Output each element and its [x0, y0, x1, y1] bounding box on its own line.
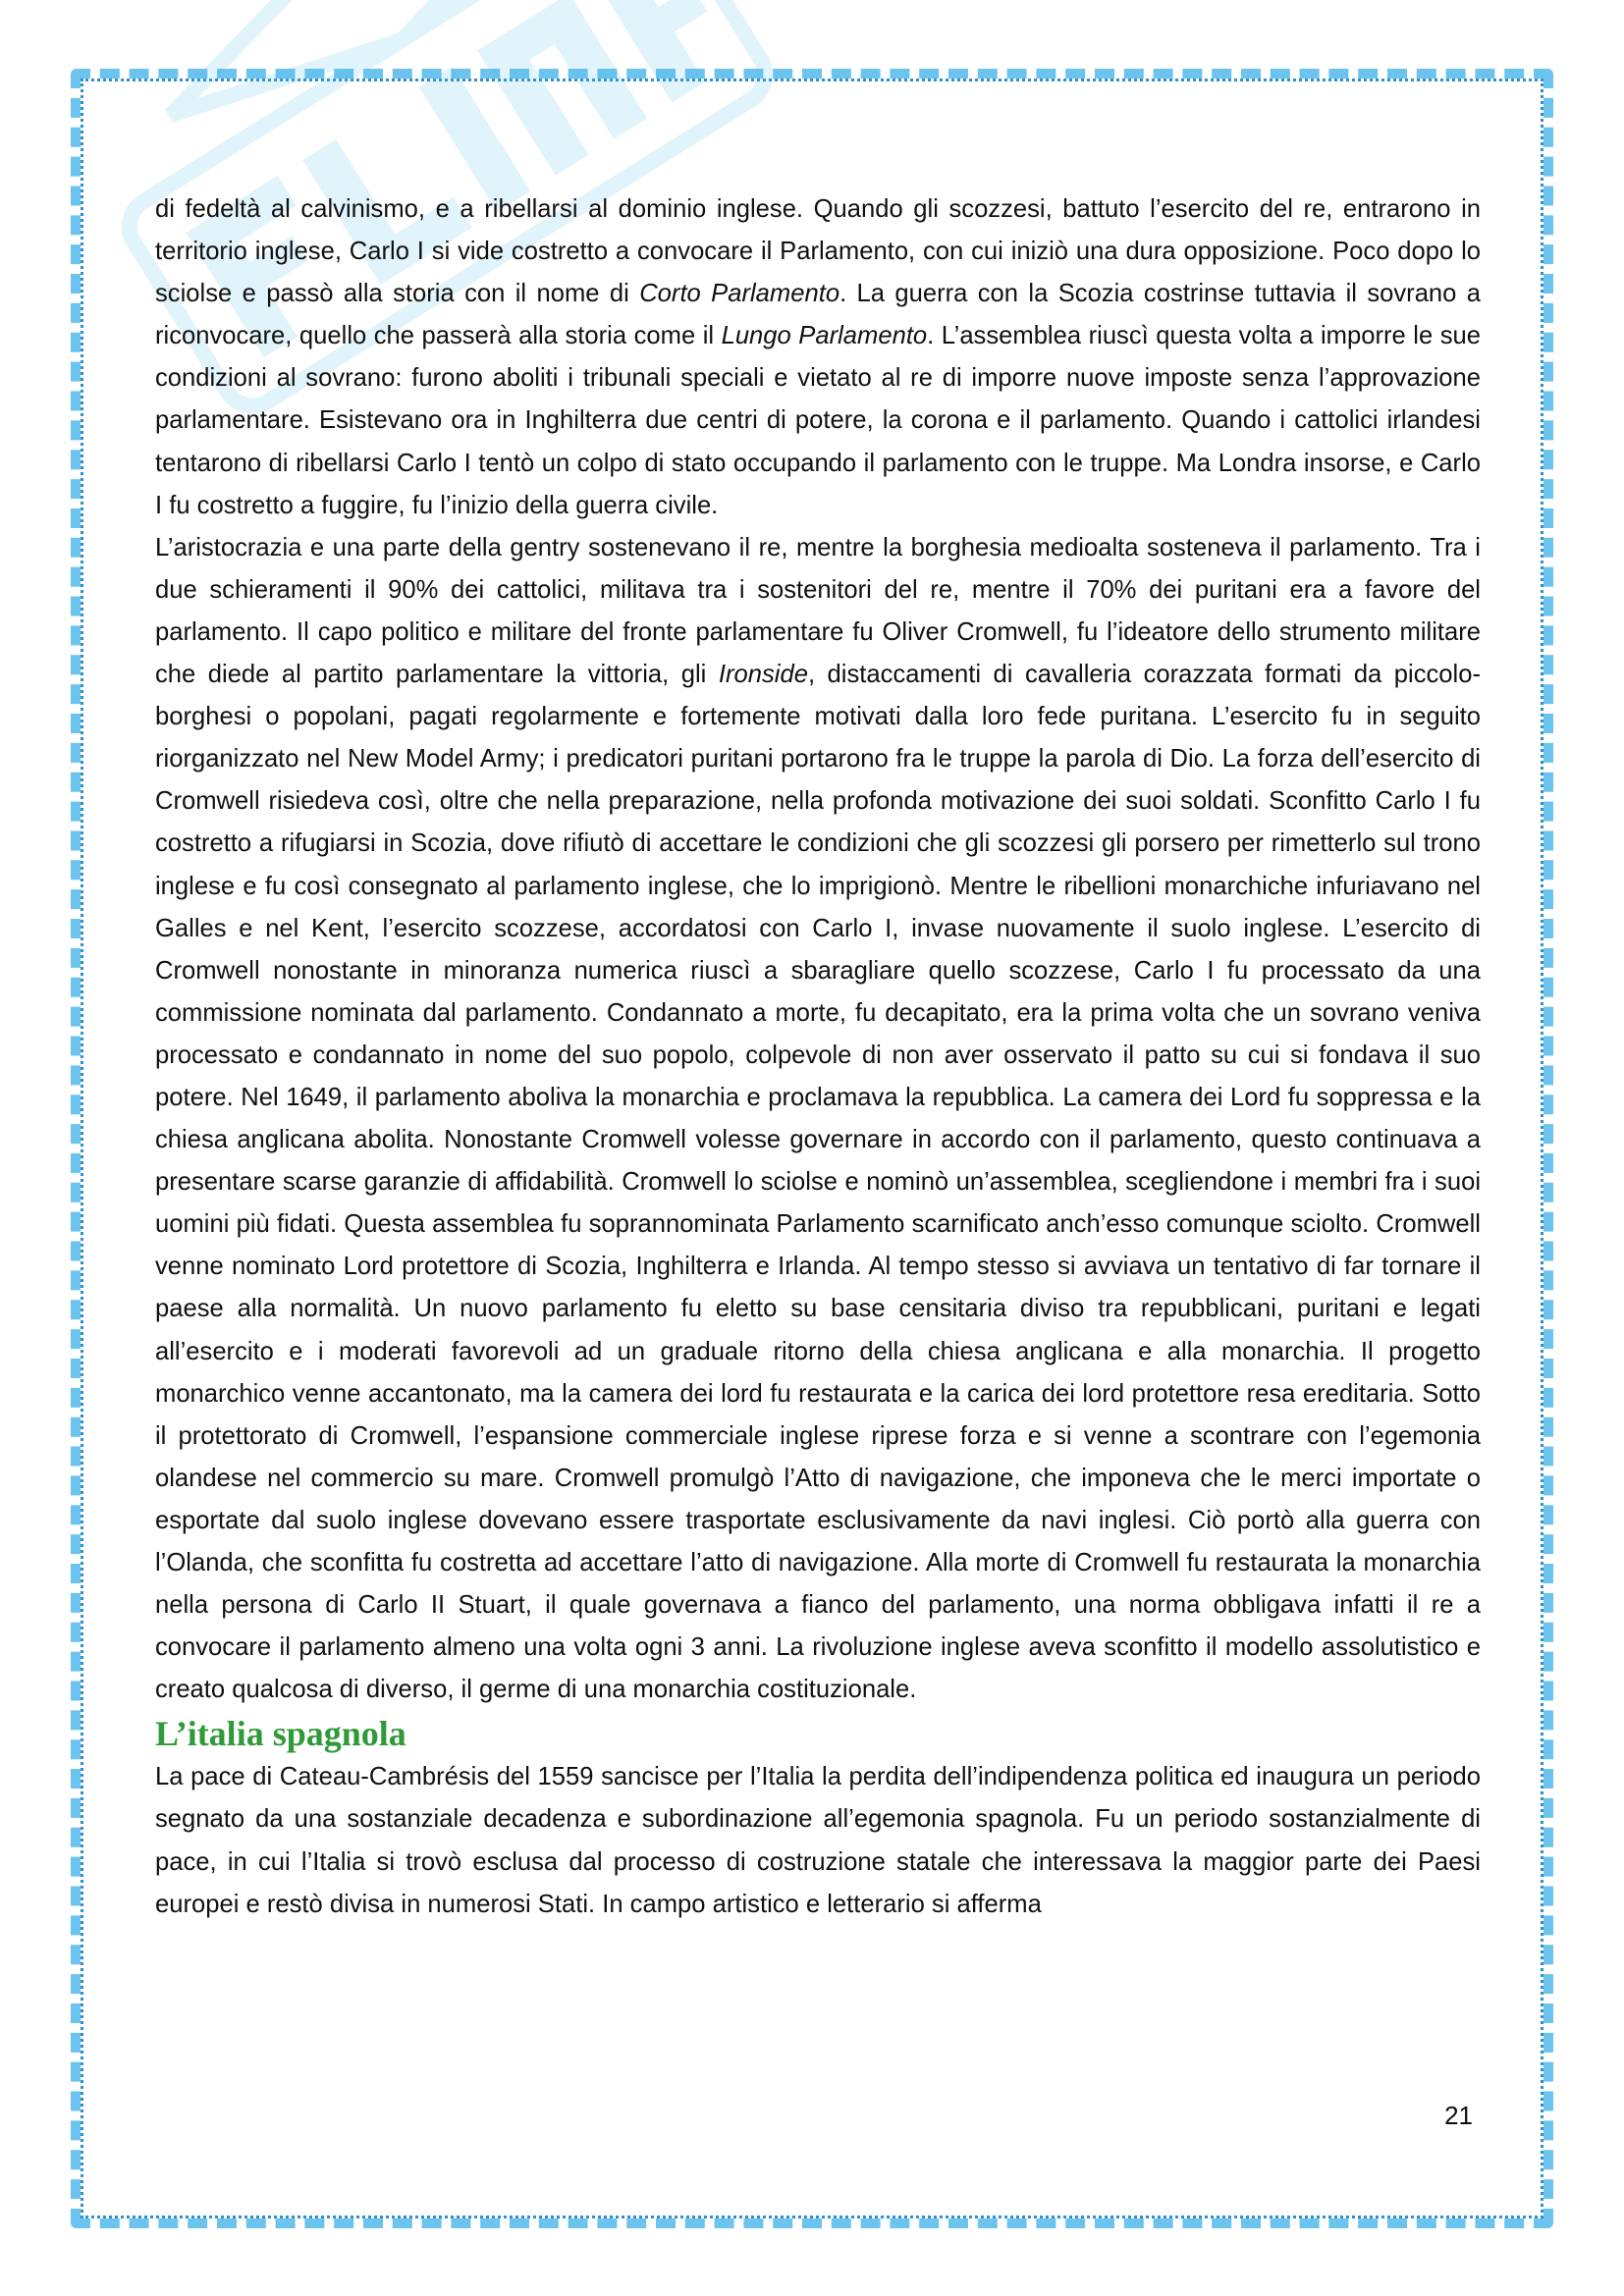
text-span: . L’assemblea riuscì questa volta a imporre le sue condizioni al sovrano: furono aboliti i tribunali speciali e vietato al re di imporre nuove imposte senza l’approvazione parlamentare. Esistevano ora in Inghilterra due centri di potere, la corona e il parlamento. Quando i cattolici irlandesi tentarono di ribellarsi Carlo I tentò un colpo di stato occupando il parlamento con le truppe. Ma Londra insorse, e Carlo I fu costretto a fuggire, fu l’inizio della guerra civile. [155, 322, 1481, 519]
italic-term: Lungo Parlamento [721, 322, 928, 350]
italic-term: Corto Parlamento [639, 280, 840, 308]
italic-term: Ironside [718, 661, 808, 689]
document-body [155, 188, 1481, 1926]
section-heading: L’italia spagnola [155, 1714, 406, 1754]
body-paragraph [155, 188, 1481, 527]
text-span: . La guerra con la Scozia costrinse tuttavia il sovrano a riconvocare, quello che passerà alla storia come il [155, 280, 1482, 350]
text-span: di fedeltà al calvinismo, e a ribellarsi al dominio inglese. Quando gli scozzesi, battuto l’esercito del re, entrarono in territorio inglese, Carlo I si vide costretto a convocare il Parlamento, con cui iniziò una dura opposizione. Poco dopo lo sciolse e passò alla storia con il nome di [155, 195, 1481, 308]
text-span: , distaccamenti di cavalleria corazzata formati da piccolo-borghesi o popolani, pagati regolarmente e fortemente motivati dalla loro fede puritana. L’esercito fu in seguito riorganizzato nel New Model Army; i predicatori puritani portarono fra le truppe la parola di Dio. La forza dell’esercito di Cromwell risiedeva così, oltre che nella preparazione, nella profonda motivazione dei suoi soldati. Sconfitto Carlo I fu costretto a rifugiarsi in Scozia, dove rifiutò di accettare le condizioni che gli scozzesi gli porsero per rimetterlo sul trono inglese e fu così consegnato al parlamento inglese, che lo imprigionò. Mentre le ribellioni monarchiche infuriavano nel Galles e nel Kent, l’esercito scozzese, accordatosi con Carlo I, invase nuovamente il suolo inglese. L’esercito di Cromwell nonostante in minoranza numerica riuscì a sbaragliare quello scozzese, Carlo I fu processato da una commissione nominata dal parlamento. Condannato a morte, fu decapitato, era la prima volta che un sovrano veniva processato e condannato in nome del suo popolo, colpevole di non aver osservato il patto su cui si fondava il suo potere. Nel 1649, il parlamento aboliva la monarchia e proclamava la repubblica. La camera dei Lord fu soppressa e la chiesa anglicana abolita. Nonostante Cromwell volesse governare in accordo con il parlamento, questo continuava a presentare scarse garanzie di affidabilità. Cromwell lo sciolse e nominò un’assemblea, scegliendone i membri fra i suoi uomini più fidati. Questa assemblea fu soprannominata Parlamento scarnificato anch’esso comunque sciolto. Cromwell venne nominato Lord protettore di Scozia, Inghilterra e Irlanda. Al tempo stesso si avviava un tentativo di far tornare il paese alla normalità. Un nuovo parlamento fu eletto su base censitaria diviso tra repubblicani, puritani e legati all’esercito e i moderati favorevoli ad un graduale ritorno della chiesa anglicana e alla monarchia. Il progetto monarchico venne accantonato, ma la camera dei lord fu restaurata e la carica dei lord protettore resa ereditaria. Sotto il protettorato di Cromwell, l’espansione commerciale inglese riprese forza e si venne a scontrare con l’egemonia olandese nel commercio su mare. Cromwell promulgò l’Atto di navigazione, che imponeva che le merci importate o esportate dal suolo inglese dovevano essere trasportate esclusivamente da navi inglesi. Ciò portò alla guerra con l’Olanda, che sconfitta fu costretta ad accettare l’atto di navigazione. Alla morte di Cromwell fu restaurata la monarchia nella persona di Carlo II Stuart, il quale governava a fianco del parlamento, una norma obbligava infatti il re a convocare il parlamento almeno una volta ogni 3 anni. La rivoluzione inglese aveva sconfitto il modello assolutistico e creato qualcosa di diverso, il germe di una monarchia costituzionale. [155, 661, 1481, 1704]
page-number: 21 [1444, 2101, 1473, 2130]
text-span: L’aristocrazia e una parte della gentry sostenevano il re, mentre la borghesia medioalta sosteneva il parlamento. Tra i due schieramenti il 90% dei cattolici, militava tra i sostenitori del re, mentre il 70% dei puritani era a favore del parlamento. Il capo politico e militare del fronte parlamentare fu Oliver Cromwell, fu l’ideatore dello strumento militare che diede al partito parlamentare la vittoria, gli [155, 533, 1481, 689]
body-paragraph [155, 527, 1481, 1712]
body-paragraph: La pace di Cateau-Cambrésis del 1559 sancisce per l’Italia la perdita dell’indipendenza politica ed inaugura un periodo segnato da una sostanziale decadenza e subordinazione all’egemonia spagnola. Fu un periodo sostanzialmente di pace, in cui l’Italia si trovò esclusa dal processo di costruzione statale che interessava la maggior parte dei Paesi europei e restò divisa in numerosi Stati. In campo artistico e letterario si afferma [155, 1763, 1481, 1918]
